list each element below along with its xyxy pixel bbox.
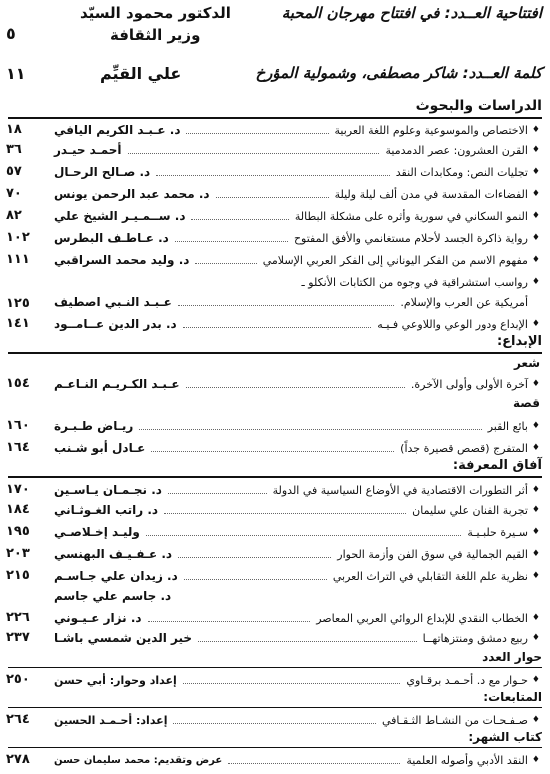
toc-page-number: ٢٠٣: [6, 546, 30, 561]
toc-entry: ♦ مفهوم الاسم من الفكر اليوناني إلى الفكر العربي الإسلامي د. وليد محمد السراقبي: [54, 253, 540, 267]
toc-entry: ♦ تجليات النص: ومكابدات النقد د. صـالح الرحـال: [54, 165, 540, 179]
issue-word-author: علي القيِّم: [100, 64, 182, 83]
toc-page-number: ٣٦: [6, 142, 22, 157]
issue-word-title: كلمة العــدد: شاكر مصطفى، وشمولية المؤرخ: [255, 64, 542, 82]
toc-page-number: ١٦٠: [6, 418, 30, 433]
editorial-author: الدكتور محمود السيّد: [80, 4, 231, 22]
toc-entry: ♦ نظرية علم اللغة التقابلي في التراث العربي د. زيدان علي جـاسـم: [54, 569, 540, 583]
toc-page-number: ١٤١: [6, 316, 30, 331]
toc-page-number: ١٦٤: [6, 440, 30, 455]
editorial-author-role: وزير الثقافة: [110, 26, 201, 44]
section-creativity-heading: الإبداع:: [496, 334, 542, 349]
section-knowledge-heading: آفاق المعرفة:: [452, 458, 542, 473]
toc-entry-continued: أمريكية عن العرب والإسلام. عـبـد النـبي اصطيف: [54, 295, 528, 309]
section-studies-heading: الدراسات والبحوث: [415, 98, 542, 114]
toc-entry: ♦ القرن العشرون: عصر الدمدمية أحمـد حيـدر: [54, 143, 540, 157]
section-book-heading: كتاب الشهر:: [468, 730, 542, 744]
section-divider: [8, 707, 542, 708]
toc-entry: ♦ رواسب استشراقية في وجوه من الكتابات الأنكلو ـ: [301, 275, 540, 289]
section-divider: [8, 747, 542, 748]
toc-entry: ♦ النمو السكاني في سورية وأثره على مشكلة البطالة د. ســمـيـر الشيخ علي: [54, 209, 540, 223]
toc-page-number: ٢٣٧: [6, 630, 30, 645]
subsection-poetry-heading: شعر: [513, 356, 540, 370]
section-followups-heading: المتابعات:: [483, 690, 542, 704]
toc-entry: ♦ الخطاب النقدي للإبداع الروائي العربي المعاصر د. نزار عـيـوني: [54, 611, 540, 625]
section-divider: [8, 667, 542, 668]
toc-page-number: ٢٢٦: [6, 610, 30, 625]
toc-page-number: ١٧٠: [6, 482, 30, 497]
toc-page-number: ١٠٢: [6, 230, 30, 245]
toc-page-number: ١٢٥: [6, 296, 30, 311]
toc-entry: ♦ المتفرج (قصص قصيرة جداً) عـادل أبو شـنب: [54, 441, 540, 455]
section-divider: [8, 476, 542, 478]
toc-entry: ♦ رواية ذاكرة الجسد لأحلام مستغانمي والأفق المفتوح د. عـاطـف البطرس: [54, 231, 540, 245]
toc-entry: ♦ آخرة الأولى وأولى الآخرة. عـبـد الكـريـم النـاعـم: [54, 377, 540, 391]
toc-entry: ♦ حـوار مع د. أحـمـد برقـاوي إعداد وحوار: أبي حسن: [54, 673, 540, 687]
toc-page-number: ١٩٥: [6, 524, 30, 539]
section-interview-heading: حوار العدد: [482, 650, 542, 664]
toc-page-number: ٧٠: [6, 186, 22, 201]
toc-page-number: ٢٧٨: [6, 752, 30, 767]
issue-word-page-number: ١١: [6, 64, 26, 83]
toc-page-number: ٢١٥: [6, 568, 30, 583]
toc-page-number: ١١١: [6, 252, 30, 267]
toc-page-number: ١٨٤: [6, 502, 30, 517]
toc-page-number: ١٥٤: [6, 376, 30, 391]
toc-entry: ♦ أثر التطورات الاقتصادية في الأوضاع السياسية في الدولة د. نجـمـان يـاسـين: [54, 483, 540, 497]
toc-entry: ♦ النقد الأدبي وأصوله العلمية عرض وتقديم: محمد سليمان حسن: [54, 753, 540, 767]
editorial-page-number: ٥: [6, 24, 16, 43]
toc-entry: ♦ القيم الجمالية في سوق الفن وأزمة الحوار د. عـفـيـف البهنسي: [54, 547, 540, 561]
section-divider: [8, 117, 542, 119]
toc-page-number: ٢٦٤: [6, 712, 30, 727]
toc-page-number: ٥٧: [6, 164, 22, 179]
toc-entry: ♦ صـفـحـات من النشـاط الثـقـافي إعداد: أحـمـد الحسين: [54, 713, 540, 727]
toc-entry: ♦ الاختصاص والموسوعية وعلوم اللغة العربية د. عـبـد الكريم اليافي: [54, 123, 540, 137]
section-divider: [8, 352, 542, 354]
subsection-story-heading: قصة: [513, 396, 540, 410]
toc-entry: ♦ الإبداع ودور الوعي واللاوعي فـيـه د. بدر الدين عــامــود: [54, 317, 540, 331]
toc-entry: ♦ بائع القبر ريـاض طـبـرة: [54, 419, 540, 433]
toc-entry: ♦ سـيرة حلبـيـة وليـد إخـلاصـي: [54, 525, 540, 539]
toc-page-number: ٨٢: [6, 208, 22, 223]
toc-entry-coauthor: د. جاسم علي جاسم: [54, 589, 172, 603]
toc-entry: ♦ تجربة الفنان علي سليمان د. راتب الغـوثـاني: [54, 503, 540, 517]
toc-page-number: ١٨: [6, 122, 22, 137]
editorial-title: افتتاحية العــدد: في افتتاح مهرجان المحبة: [281, 4, 542, 22]
toc-page-number: ٢٥٠: [6, 672, 30, 687]
toc-entry: ♦ ربيع دمشق ومنتزهاتهــا خير الدين شمسي باشـا: [54, 631, 540, 645]
toc-entry: ♦ الفضاءات المقدسة في مدن ألف ليلة وليلة د. محمد عبد الرحمن يونس: [54, 187, 540, 201]
